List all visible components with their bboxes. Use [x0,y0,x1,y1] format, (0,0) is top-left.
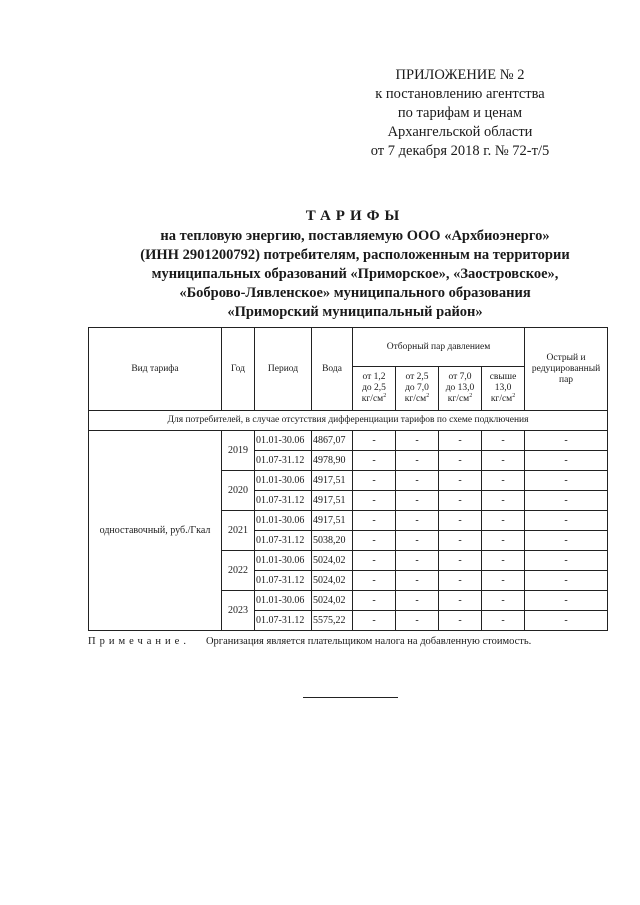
unit-sup: 2 [426,392,430,399]
unit-sup: 2 [512,392,516,399]
steam-col-1-line-2: до 2,5 [362,383,386,393]
water-value-cell: 4917,51 [312,471,353,491]
header-year: Год [222,328,255,411]
title-line-4: «Боброво-Лявленское» муниципального образования [179,285,531,301]
appendix-line-4: Архангельской области [387,124,533,140]
note-text: Организация является плательщиком налога на добавленную стоимость. [205,636,532,647]
empty-value-cell: - [439,551,482,571]
empty-value-cell: - [439,451,482,471]
empty-value-cell: - [482,451,525,471]
header-steam-col-3 [439,367,482,411]
empty-value-cell: - [482,531,525,551]
empty-value-cell: - [396,551,439,571]
appendix-line-1: ПРИЛОЖЕНИЕ № 2 [395,67,525,83]
empty-value-cell: - [525,431,608,451]
header-steam-col-4 [482,367,525,411]
appendix-line-2: к постановлению агентства [375,86,545,102]
empty-value-cell: - [482,591,525,611]
header-tariff-type: Вид тарифа [89,328,222,411]
empty-value-cell: - [353,531,396,551]
year-cell: 2019 [222,431,255,471]
appendix-header [340,66,580,161]
empty-value-cell: - [439,471,482,491]
steam-col-1-line-1: от 1,2 [362,372,386,382]
steam-col-4-line-2: 13,0 [494,383,512,393]
empty-value-cell: - [396,491,439,511]
empty-value-cell: - [353,491,396,511]
steam-col-2-line-1: от 2,5 [405,372,429,382]
unit-text: кг/см [404,394,427,404]
empty-value-cell: - [525,551,608,571]
empty-value-cell: - [439,531,482,551]
period-cell: 01.01-30.06 [255,591,312,611]
empty-value-cell: - [439,431,482,451]
year-cell: 2022 [222,551,255,591]
empty-value-cell: - [482,551,525,571]
empty-value-cell: - [353,511,396,531]
water-value-cell: 4867,07 [312,431,353,451]
section-label: Для потребителей, в случае отсутствия дифференциации тарифов по схеме подключения [89,411,608,431]
empty-value-cell: - [353,431,396,451]
empty-value-cell: - [525,491,608,511]
empty-value-cell: - [353,471,396,491]
separator-line [303,697,398,698]
empty-value-cell: - [396,611,439,631]
empty-value-cell: - [396,591,439,611]
empty-value-cell: - [482,491,525,511]
section-row [89,411,608,431]
empty-value-cell: - [353,591,396,611]
empty-value-cell: - [396,511,439,531]
steam-col-4-unit [482,394,524,405]
table-row [89,431,608,451]
empty-value-cell: - [525,611,608,631]
period-cell: 01.01-30.06 [255,431,312,451]
period-cell: 01.01-30.06 [255,551,312,571]
water-value-cell: 4917,51 [312,491,353,511]
empty-value-cell: - [525,471,608,491]
empty-value-cell: - [439,591,482,611]
period-cell: 01.07-31.12 [255,531,312,551]
empty-value-cell: - [439,611,482,631]
note [88,636,608,647]
header-sharp-steam: Острый и редуцированный пар [525,328,608,411]
appendix-line-5: от 7 декабря 2018 г. № 72-т/5 [370,143,550,159]
title-line-2: (ИНН 2901200792) потребителям, расположенным на территории [140,247,570,263]
empty-value-cell: - [525,591,608,611]
water-value-cell: 5024,02 [312,571,353,591]
steam-col-2-unit [396,394,438,405]
empty-value-cell: - [353,571,396,591]
empty-value-cell: - [396,451,439,471]
water-value-cell: 5038,20 [312,531,353,551]
document-title [60,207,640,322]
steam-col-4-line-1: свыше [489,372,517,382]
empty-value-cell: - [439,491,482,511]
empty-value-cell: - [482,431,525,451]
unit-sup: 2 [469,392,473,399]
steam-col-3-line-1: от 7,0 [448,372,472,382]
steam-col-1-unit [353,394,395,405]
header-steam-col-1 [353,367,396,411]
empty-value-cell: - [353,611,396,631]
year-cell: 2023 [222,591,255,631]
header-steam-group: Отборный пар давлением [353,328,525,367]
empty-value-cell: - [396,531,439,551]
empty-value-cell: - [439,511,482,531]
steam-col-3-line-2: до 13,0 [445,383,475,393]
empty-value-cell: - [482,571,525,591]
empty-value-cell: - [482,471,525,491]
empty-value-cell: - [353,451,396,471]
header-period: Период [255,328,312,411]
appendix-line-3: по тарифам и ценам [397,105,523,121]
header-steam-col-2 [396,367,439,411]
unit-text: кг/см [490,394,513,404]
period-cell: 01.07-31.12 [255,491,312,511]
year-cell: 2020 [222,471,255,511]
empty-value-cell: - [525,571,608,591]
period-cell: 01.01-30.06 [255,511,312,531]
title-line-3: муниципальных образований «Приморское», «Заостровское», [151,266,559,282]
water-value-cell: 5024,02 [312,591,353,611]
empty-value-cell: - [396,571,439,591]
note-label: Примечание. [88,636,190,647]
empty-value-cell: - [525,451,608,471]
unit-sup: 2 [383,392,387,399]
unit-text: кг/см [447,394,470,404]
empty-value-cell: - [353,551,396,571]
period-cell: 01.07-31.12 [255,451,312,471]
title-main: ТАРИФЫ [305,208,405,224]
water-value-cell: 4917,51 [312,511,353,531]
title-line-5: «Приморский муниципальный район» [227,304,483,320]
empty-value-cell: - [525,511,608,531]
steam-col-3-unit [439,394,481,405]
empty-value-cell: - [439,571,482,591]
period-cell: 01.07-31.12 [255,571,312,591]
period-cell: 01.07-31.12 [255,611,312,631]
tariff-type-cell: одноставочный, руб./Гкал [89,431,222,631]
empty-value-cell: - [482,511,525,531]
title-line-1: на тепловую энергию, поставляемую ООО «Архбиоэнерго» [160,228,550,244]
year-cell: 2021 [222,511,255,551]
water-value-cell: 5575,22 [312,611,353,631]
water-value-cell: 4978,90 [312,451,353,471]
water-value-cell: 5024,02 [312,551,353,571]
empty-value-cell: - [482,611,525,631]
header-water: Вода [312,328,353,411]
tariff-table-body [89,411,608,631]
empty-value-cell: - [396,471,439,491]
empty-value-cell: - [396,431,439,451]
steam-col-2-line-2: до 7,0 [405,383,429,393]
empty-value-cell: - [525,531,608,551]
period-cell: 01.01-30.06 [255,471,312,491]
unit-text: кг/см [361,394,384,404]
tariff-table [88,327,608,631]
